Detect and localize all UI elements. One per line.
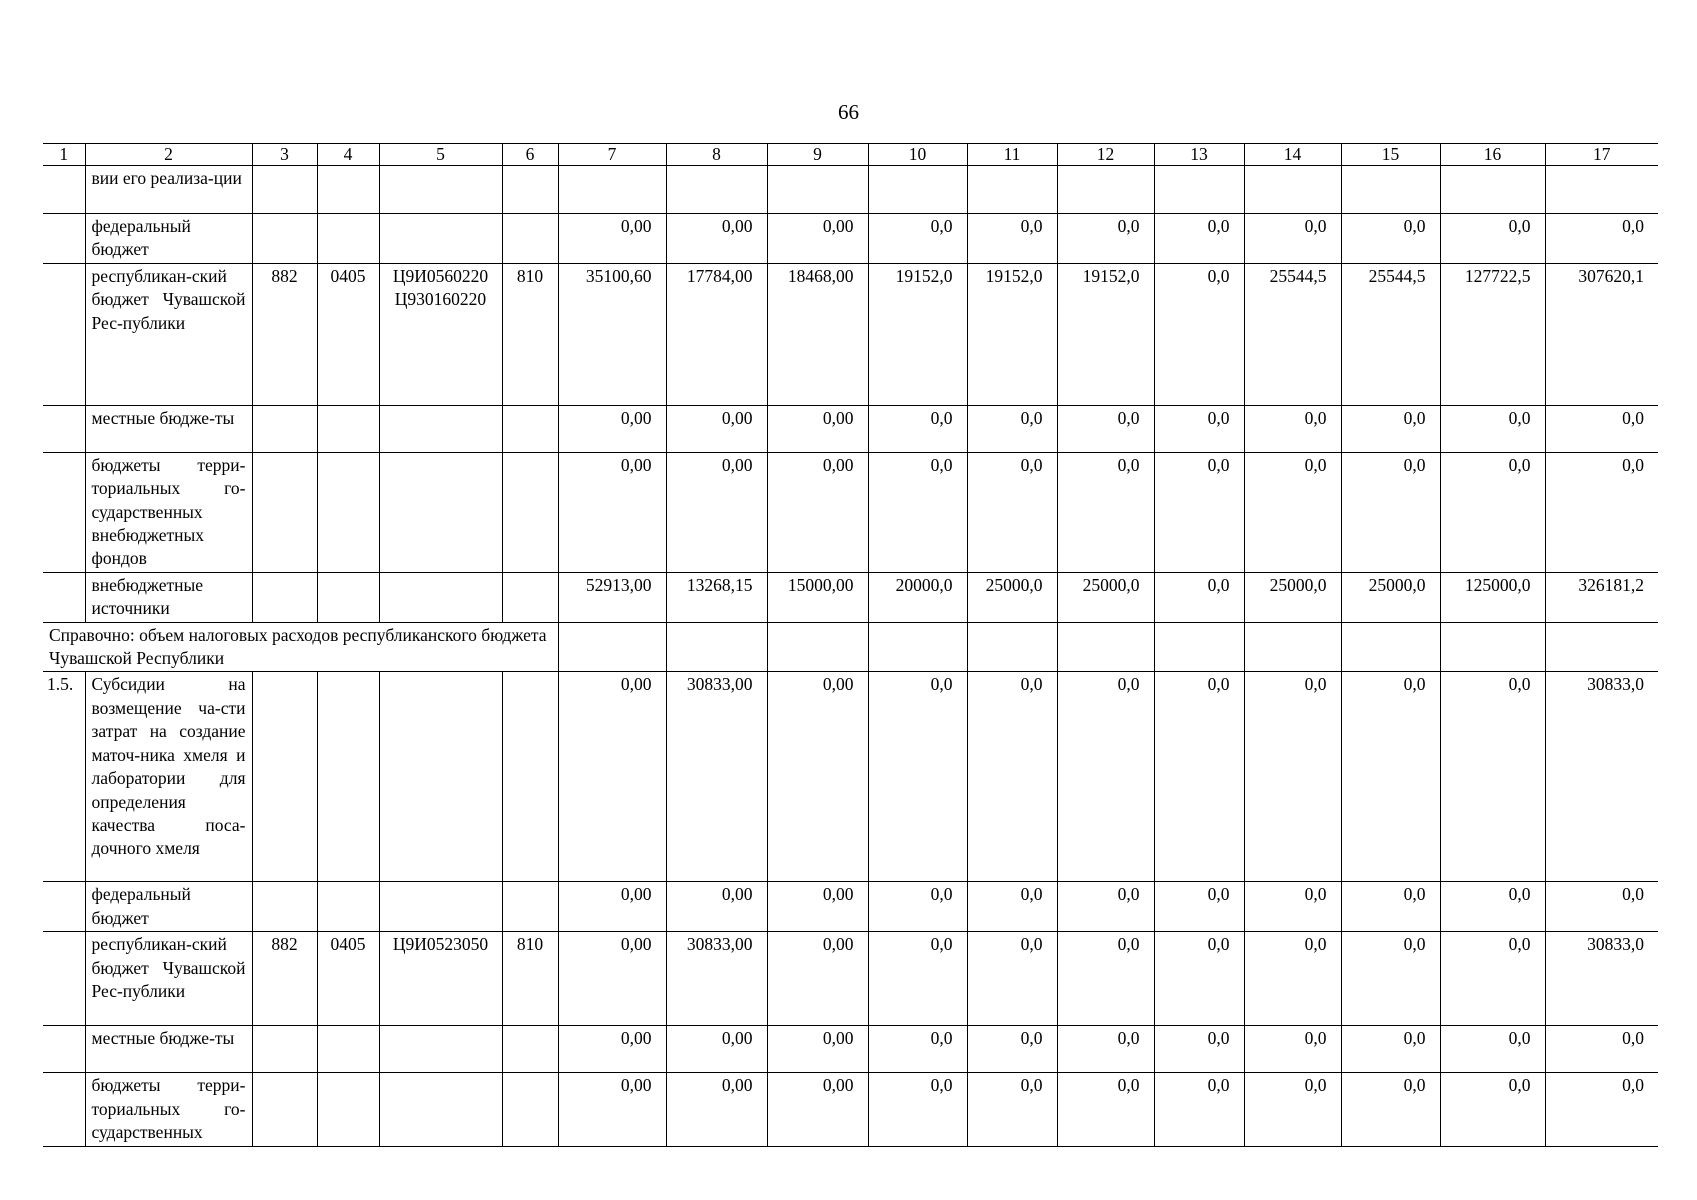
value-cell: 25000,0: [1057, 572, 1154, 622]
column-header: 17: [1545, 144, 1658, 166]
column-header: 3: [252, 144, 317, 166]
kbk-code: Ц9И0560220: [392, 265, 489, 286]
value-cell: 0,0: [1057, 1026, 1154, 1073]
value-cell: 0,0: [868, 1026, 967, 1073]
code-cell: [252, 1073, 317, 1146]
value-cell: 0,0: [1057, 452, 1154, 572]
value-cell: [666, 166, 767, 214]
value-cell: 0,0: [967, 1026, 1057, 1073]
value-cell: 0,0: [1057, 932, 1154, 1026]
value-cell: 0,0: [1341, 672, 1440, 882]
value-cell: 13268,15: [666, 572, 767, 622]
reference-note-cell: Справочно: объем налоговых расходов республиканского бюджета Чувашской Республики: [43, 622, 558, 672]
row-number-cell: [43, 1073, 85, 1146]
row-name-cell: федеральный бюджет: [85, 882, 252, 932]
row-name-cell: внебюджетные источники: [85, 572, 252, 622]
value-cell: 0,0: [1057, 1073, 1154, 1146]
value-cell: 0,0: [1154, 1073, 1244, 1146]
kbk-code-cell: [379, 1026, 502, 1073]
kbk-code-cell: [379, 932, 502, 1026]
code-cell: [317, 572, 379, 622]
row-name-cell: бюджеты терри-ториальных го-сударственных внебюджетных фондов: [85, 452, 252, 572]
value-cell: 25544,5: [1341, 263, 1440, 405]
value-cell: 15000,00: [767, 572, 868, 622]
value-cell: [666, 622, 767, 672]
table-row: [43, 166, 1658, 214]
value-cell: 0,0: [967, 452, 1057, 572]
code-cell: 0405: [317, 263, 379, 405]
code-cell: [252, 1026, 317, 1073]
table-row: [43, 214, 1658, 264]
value-cell: 0,00: [767, 405, 868, 452]
value-cell: 0,0: [868, 1073, 967, 1146]
value-cell: [1057, 622, 1154, 672]
value-cell: 0,00: [767, 932, 868, 1026]
value-cell: 0,00: [666, 1026, 767, 1073]
kbk-code-cell: [379, 1073, 502, 1146]
code-cell: [317, 214, 379, 264]
code-cell: [317, 166, 379, 214]
value-cell: 0,0: [1341, 932, 1440, 1026]
value-cell: 0,0: [1545, 1026, 1658, 1073]
value-cell: 0,00: [558, 932, 666, 1026]
value-cell: 0,0: [1154, 932, 1244, 1026]
value-cell: 25000,0: [1244, 572, 1341, 622]
value-cell: 0,0: [1244, 882, 1341, 932]
value-cell: 0,00: [558, 452, 666, 572]
code-cell: [317, 452, 379, 572]
value-cell: [1341, 166, 1440, 214]
value-cell: 0,0: [1244, 1026, 1341, 1073]
code-cell: [502, 405, 558, 452]
value-cell: 0,00: [558, 1073, 666, 1146]
value-cell: 0,0: [1341, 1026, 1440, 1073]
value-cell: 0,0: [1341, 882, 1440, 932]
column-header: 1: [43, 144, 85, 166]
value-cell: 0,0: [1545, 214, 1658, 264]
kbk-code-cell: [379, 405, 502, 452]
value-cell: 30833,00: [666, 932, 767, 1026]
row-name-cell: федеральный бюджет: [85, 214, 252, 264]
value-cell: 0,0: [868, 932, 967, 1026]
code-cell: [252, 405, 317, 452]
value-cell: 52913,00: [558, 572, 666, 622]
column-header: 6: [502, 144, 558, 166]
value-cell: [558, 622, 666, 672]
value-cell: [1057, 166, 1154, 214]
value-cell: 0,0: [967, 672, 1057, 882]
value-cell: 0,0: [1545, 882, 1658, 932]
column-header: 10: [868, 144, 967, 166]
value-cell: [767, 622, 868, 672]
value-cell: [1341, 622, 1440, 672]
value-cell: [1440, 622, 1545, 672]
row-name-cell: вии его реализа-ции: [85, 166, 252, 214]
row-number-cell: [43, 263, 85, 405]
value-cell: 0,00: [558, 1026, 666, 1073]
value-cell: 19152,0: [967, 263, 1057, 405]
value-cell: 0,00: [767, 214, 868, 264]
row-number-cell: [43, 214, 85, 264]
value-cell: 127722,5: [1440, 263, 1545, 405]
value-cell: 0,0: [1154, 1026, 1244, 1073]
value-cell: 0,0: [1154, 572, 1244, 622]
column-header: 2: [85, 144, 252, 166]
value-cell: [1545, 622, 1658, 672]
row-name-cell: республикан-ский бюджет Чувашской Рес-публики: [85, 263, 252, 405]
value-cell: 25544,5: [1244, 263, 1341, 405]
table-row: [43, 405, 1658, 452]
column-header: 15: [1341, 144, 1440, 166]
code-cell: [502, 214, 558, 264]
row-name-cell: местные бюдже-ты: [85, 405, 252, 452]
code-cell: [252, 572, 317, 622]
column-header: 13: [1154, 144, 1244, 166]
value-cell: [1154, 166, 1244, 214]
value-cell: 0,0: [868, 672, 967, 882]
code-cell: [317, 405, 379, 452]
table-row: [43, 1026, 1658, 1073]
value-cell: 0,0: [1440, 214, 1545, 264]
row-number-cell: [43, 1026, 85, 1073]
code-cell: 810: [502, 263, 558, 405]
value-cell: 0,0: [1440, 1073, 1545, 1146]
value-cell: 0,0: [1244, 1073, 1341, 1146]
page-number: 66: [838, 100, 859, 124]
row-number-cell: [43, 882, 85, 932]
kbk-code-cell: [379, 263, 502, 405]
table-row: [43, 882, 1658, 932]
value-cell: 19152,0: [868, 263, 967, 405]
value-cell: [967, 622, 1057, 672]
value-cell: 0,0: [967, 882, 1057, 932]
code-cell: [252, 214, 317, 264]
table-row: [43, 263, 1658, 405]
value-cell: 19152,0: [1057, 263, 1154, 405]
value-cell: 18468,00: [767, 263, 868, 405]
code-cell: [317, 882, 379, 932]
code-cell: [502, 166, 558, 214]
row-number-cell: [43, 166, 85, 214]
row-number-cell: [43, 572, 85, 622]
value-cell: 30833,0: [1545, 932, 1658, 1026]
code-cell: [317, 1026, 379, 1073]
kbk-code-cell: [379, 166, 502, 214]
value-cell: 25000,0: [1341, 572, 1440, 622]
table-row: [43, 572, 1658, 622]
column-header: 12: [1057, 144, 1154, 166]
code-cell: [317, 672, 379, 882]
value-cell: 0,0: [1154, 672, 1244, 882]
code-cell: [502, 1073, 558, 1146]
value-cell: 0,0: [967, 1073, 1057, 1146]
value-cell: 25000,0: [967, 572, 1057, 622]
value-cell: 326181,2: [1545, 572, 1658, 622]
value-cell: 0,00: [666, 405, 767, 452]
value-cell: 0,00: [767, 882, 868, 932]
value-cell: 0,0: [1545, 405, 1658, 452]
value-cell: 0,0: [1440, 672, 1545, 882]
value-cell: 0,0: [967, 214, 1057, 264]
column-header: 14: [1244, 144, 1341, 166]
value-cell: 0,0: [1440, 1026, 1545, 1073]
value-cell: 0,0: [1057, 882, 1154, 932]
value-cell: [1244, 166, 1341, 214]
value-cell: 0,0: [1057, 214, 1154, 264]
row-number-cell: 1.5.: [43, 672, 85, 882]
value-cell: 0,00: [666, 214, 767, 264]
value-cell: 35100,60: [558, 263, 666, 405]
value-cell: 0,0: [1244, 405, 1341, 452]
column-header: 16: [1440, 144, 1545, 166]
column-header: 9: [767, 144, 868, 166]
value-cell: [1545, 166, 1658, 214]
value-cell: 0,0: [1341, 1073, 1440, 1146]
value-cell: 30833,00: [666, 672, 767, 882]
kbk-code: Ц930160220: [394, 289, 487, 310]
row-name-cell: Субсидии на возмещение ча-сти затрат на создание маточ-ника хмеля и лаборатории для определения качества поса-дочного хмеля: [85, 672, 252, 882]
value-cell: 0,00: [767, 452, 868, 572]
value-cell: 0,0: [868, 405, 967, 452]
value-cell: 0,0: [1154, 405, 1244, 452]
value-cell: [558, 166, 666, 214]
value-cell: [1440, 166, 1545, 214]
value-cell: 0,0: [1244, 452, 1341, 572]
value-cell: 0,0: [967, 932, 1057, 1026]
table-row: [43, 1073, 1658, 1146]
value-cell: 0,0: [1341, 214, 1440, 264]
kbk-code-cell: [379, 882, 502, 932]
kbk-code-cell: [379, 572, 502, 622]
value-cell: 0,00: [558, 214, 666, 264]
value-cell: 0,0: [1545, 1073, 1658, 1146]
value-cell: 0,0: [1341, 405, 1440, 452]
value-cell: 0,0: [868, 882, 967, 932]
value-cell: 0,0: [1545, 452, 1658, 572]
table-row: [43, 932, 1658, 1026]
kbk-code-cell: [379, 452, 502, 572]
value-cell: 0,0: [868, 452, 967, 572]
value-cell: 0,0: [1440, 405, 1545, 452]
code-cell: [252, 166, 317, 214]
kbk-code-cell: [379, 672, 502, 882]
value-cell: 30833,0: [1545, 672, 1658, 882]
value-cell: 0,00: [767, 672, 868, 882]
column-header: 4: [317, 144, 379, 166]
value-cell: 0,0: [1440, 452, 1545, 572]
code-cell: 0405: [317, 932, 379, 1026]
value-cell: 0,0: [1057, 672, 1154, 882]
code-cell: 882: [252, 932, 317, 1026]
value-cell: 0,0: [1440, 932, 1545, 1026]
column-header: 8: [666, 144, 767, 166]
value-cell: 0,0: [1440, 882, 1545, 932]
value-cell: 0,00: [558, 405, 666, 452]
value-cell: 307620,1: [1545, 263, 1658, 405]
value-cell: [868, 622, 967, 672]
value-cell: 0,00: [767, 1026, 868, 1073]
value-cell: 17784,00: [666, 263, 767, 405]
code-cell: 882: [252, 263, 317, 405]
value-cell: 0,00: [666, 882, 767, 932]
value-cell: 0,0: [1244, 672, 1341, 882]
code-cell: [502, 1026, 558, 1073]
table-row: [43, 672, 1658, 882]
row-number-cell: [43, 405, 85, 452]
column-header: 7: [558, 144, 666, 166]
reference-row: [43, 622, 1658, 672]
row-name-cell: местные бюдже-ты: [85, 1026, 252, 1073]
column-header: 11: [967, 144, 1057, 166]
value-cell: 0,0: [868, 214, 967, 264]
value-cell: 0,00: [666, 1073, 767, 1146]
value-cell: [868, 166, 967, 214]
value-cell: 0,0: [967, 405, 1057, 452]
kbk-code-cell: [379, 214, 502, 264]
row-name-cell: республикан-ский бюджет Чувашской Рес-публики: [85, 932, 252, 1026]
code-cell: [502, 452, 558, 572]
value-cell: 20000,0: [868, 572, 967, 622]
value-cell: 125000,0: [1440, 572, 1545, 622]
value-cell: 0,00: [767, 1073, 868, 1146]
code-cell: 810: [502, 932, 558, 1026]
value-cell: [767, 166, 868, 214]
value-cell: 0,00: [558, 882, 666, 932]
code-cell: [252, 882, 317, 932]
code-cell: [502, 882, 558, 932]
value-cell: 0,0: [1154, 214, 1244, 264]
code-cell: [252, 672, 317, 882]
row-number-cell: [43, 932, 85, 1026]
column-header: 5: [379, 144, 502, 166]
code-cell: [317, 1073, 379, 1146]
value-cell: [1154, 622, 1244, 672]
code-cell: [502, 672, 558, 882]
value-cell: 0,0: [1057, 405, 1154, 452]
code-cell: [252, 452, 317, 572]
kbk-code: Ц9И0523050: [392, 934, 489, 955]
value-cell: [1244, 622, 1341, 672]
value-cell: 0,00: [558, 672, 666, 882]
budget-table: [43, 143, 1658, 1147]
row-name-cell: бюджеты терри-ториальных го-сударственных: [85, 1073, 252, 1146]
value-cell: [967, 166, 1057, 214]
value-cell: 0,0: [1244, 214, 1341, 264]
code-cell: [502, 572, 558, 622]
value-cell: 0,0: [1154, 263, 1244, 405]
row-number-cell: [43, 452, 85, 572]
value-cell: 0,00: [666, 452, 767, 572]
value-cell: 0,0: [1154, 882, 1244, 932]
value-cell: 0,0: [1154, 452, 1244, 572]
table-body: [43, 144, 1658, 1147]
column-number-row: [43, 144, 1658, 166]
value-cell: 0,0: [1341, 452, 1440, 572]
value-cell: 0,0: [1244, 932, 1341, 1026]
table-row: [43, 452, 1658, 572]
